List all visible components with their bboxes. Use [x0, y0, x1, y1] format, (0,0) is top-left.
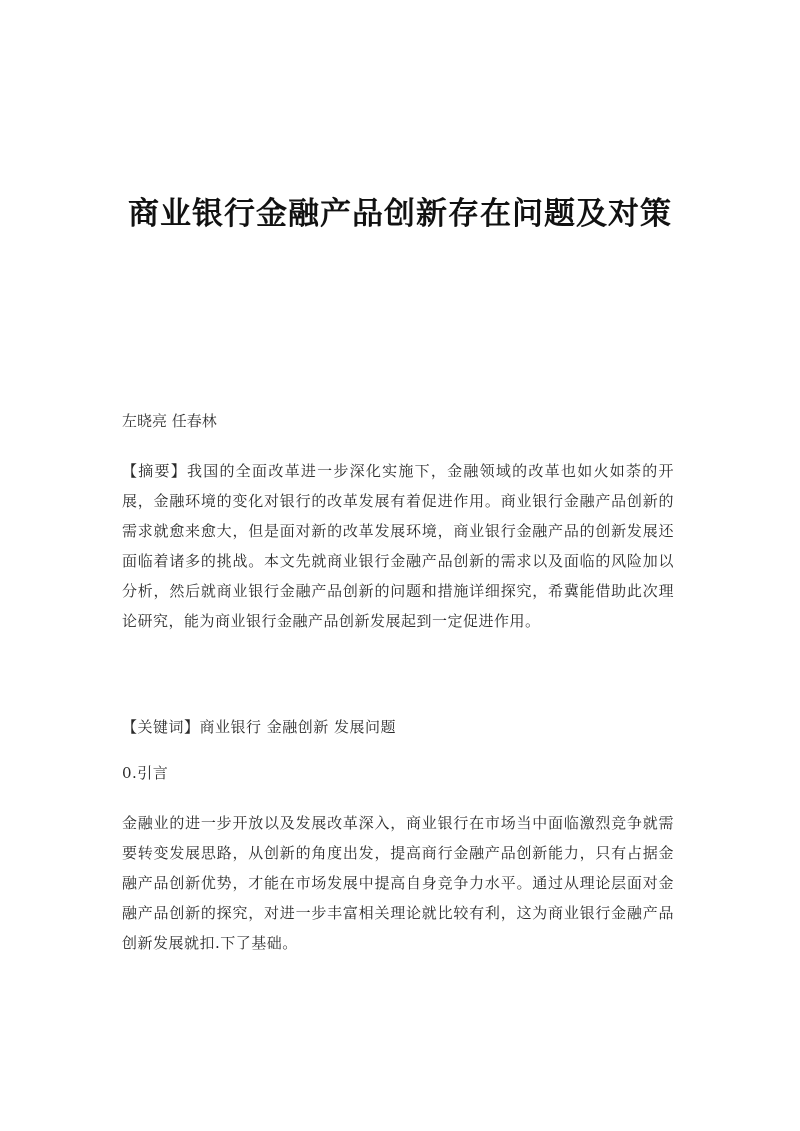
document-title: 商业银行金融产品创新存在问题及对策	[128, 196, 672, 232]
keywords-line: 【关键词】商业银行 金融创新 发展问题	[122, 718, 397, 736]
abstract-paragraph: 【摘要】我国的全面改革进一步深化实施下，金融领域的改革也如火如荼的开展，金融环境的变化对银行的改革发展有着促进作用。商业银行金融产品创新的需求就愈来愈大，但是面对新的改革发展环境，商业银行金融产品的创新发展还面临着诸多的挑战。本文先就商业银行金融产品创新的需求以及面临的风险加以分析，然后就商业银行金融产品创新的问题和措施详细探究，希冀能借助此次理论研究，能为商业银行金融产品创新发展起到一定促进作用。	[122, 462, 674, 630]
intro-paragraph: 金融业的进一步开放以及发展改革深入，商业银行在市场当中面临激烈竞争就需要转变发展思路，从创新的角度出发，提高商行金融产品创新能力，只有占据金融产品创新优势，才能在市场发展中提高自身竞争力水平。通过从理论层面对金融产品创新的探究，对进一步丰富相关理论就比较有利，这为商业银行金融产品创新发展就扣.下了基础。	[122, 814, 674, 952]
authors-line: 左晓亮 任春林	[122, 412, 217, 430]
section-heading: 0.引言	[122, 764, 169, 782]
